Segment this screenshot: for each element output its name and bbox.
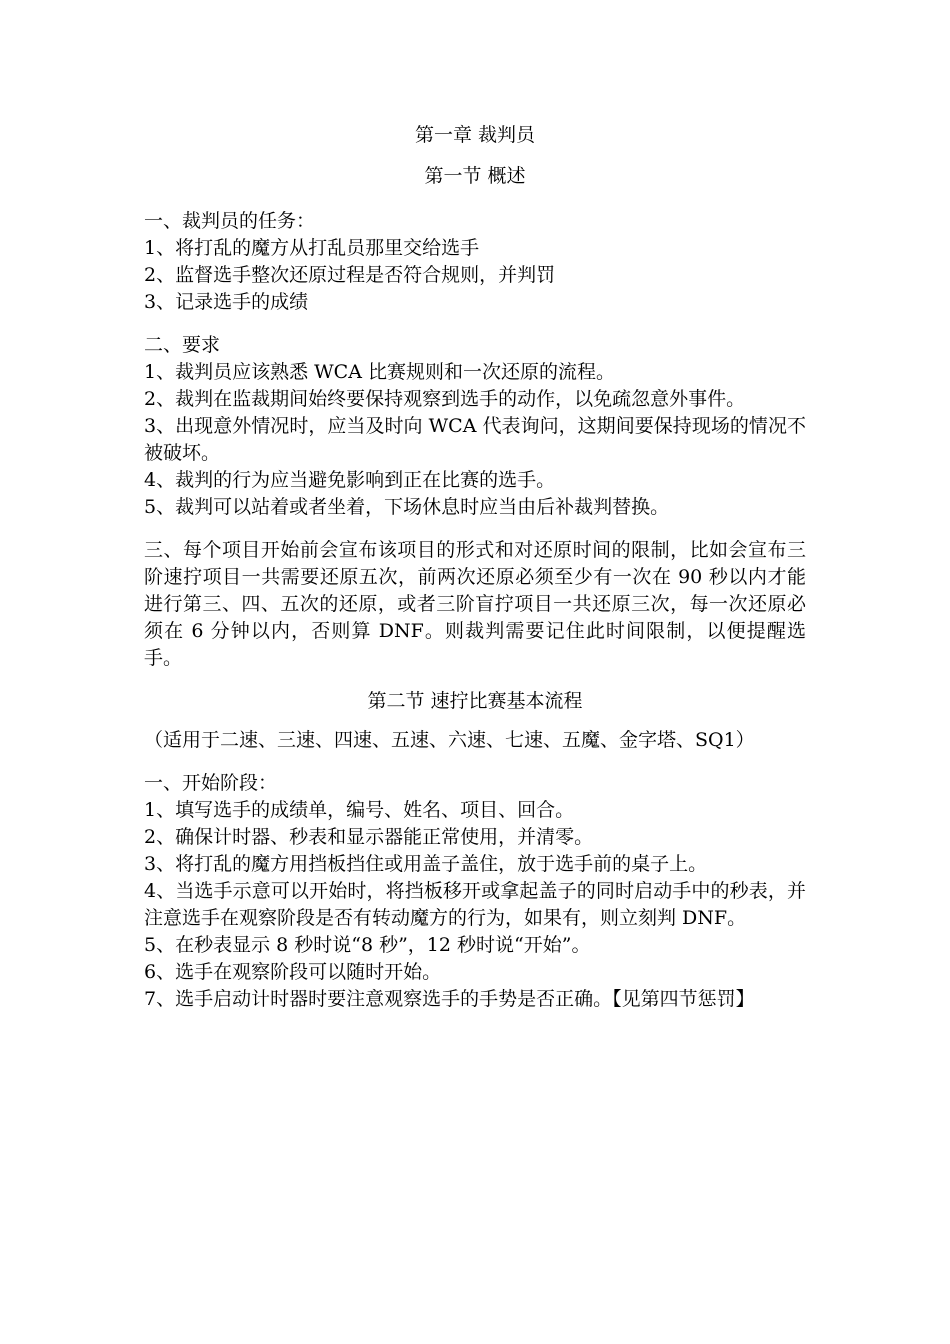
start-phase-item: 5、在秒表显示 8 秒时说“8 秒”，12 秒时说“开始”。 — [144, 934, 591, 956]
start-phase-item: 2、确保计时器、秒表和显示器能正常使用，并清零。 — [144, 826, 594, 848]
duties-item: 2、监督选手整次还原过程是否符合规则，并判罚 — [144, 264, 556, 286]
requirements-heading: 二、要求 — [144, 334, 221, 356]
applicable-block — [144, 727, 806, 754]
start-phase-item: 4、当选手示意可以开始时，将挡板移开或拿起盖子的同时启动手中的秒表，并注意选手在观察阶段是否有转动魔方的行为，如果有，则立刻判 DNF。 — [144, 880, 806, 929]
time-limit-block — [144, 537, 806, 672]
start-phase-item: 6、选手在观察阶段可以随时开始。 — [144, 961, 442, 983]
time-limit-paragraph: 三、每个项目开始前会宣布该项目的形式和对还原时间的限制，比如会宣布三阶速拧项目一共需要还原五次，前两次还原必须至少有一次在 90 秒以内才能进行第三、四、五次的还原，或者三阶盲拧项目一共还原三次，每一次还原必须在 6 分钟以内，否则算 DNF。则裁判需要记住此时间限制，以便提醒选手。 — [144, 539, 806, 669]
requirements-item: 1、裁判员应该熟悉 WCA 比赛规则和一次还原的流程。 — [144, 361, 615, 383]
start-phase-heading: 一、开始阶段： — [144, 772, 278, 794]
start-phase-item: 7、选手启动计时器时要注意观察选手的手势是否正确。【见第四节惩罚】 — [144, 988, 755, 1010]
requirements-block — [144, 332, 806, 521]
start-phase-item: 3、将打乱的魔方用挡板挡住或用盖子盖住，放于选手前的桌子上。 — [144, 853, 708, 875]
requirements-item: 5、裁判可以站着或者坐着，下场休息时应当由后补裁判替换。 — [144, 496, 670, 518]
document-body — [144, 122, 806, 1013]
requirements-item: 4、裁判的行为应当避免影响到正在比赛的选手。 — [144, 469, 556, 491]
applicable-events-note: （适用于二速、三速、四速、五速、六速、七速、五魔、金字塔、SQ1） — [144, 729, 755, 751]
duties-block — [144, 208, 806, 316]
duties-heading: 一、裁判员的任务： — [144, 210, 316, 232]
start-phase-item: 1、填写选手的成绩单，编号、姓名、项目、回合。 — [144, 799, 575, 821]
duties-item: 1、将打乱的魔方从打乱员那里交给选手 — [144, 237, 480, 259]
duties-item: 3、记录选手的成绩 — [144, 291, 309, 313]
section-title-overview: 第一节 概述 — [424, 165, 526, 187]
chapter-title: 第一章 裁判员 — [414, 124, 536, 146]
requirements-item: 2、裁判在监裁期间始终要保持观察到选手的动作，以免疏忽意外事件。 — [144, 388, 746, 410]
start-phase-block — [144, 770, 806, 1013]
requirements-item: 3、出现意外情况时，应当及时向 WCA 代表询问，这期间要保持现场的情况不被破坏。 — [144, 415, 806, 464]
section-title-speed-process: 第二节 速拧比赛基本流程 — [367, 690, 583, 712]
